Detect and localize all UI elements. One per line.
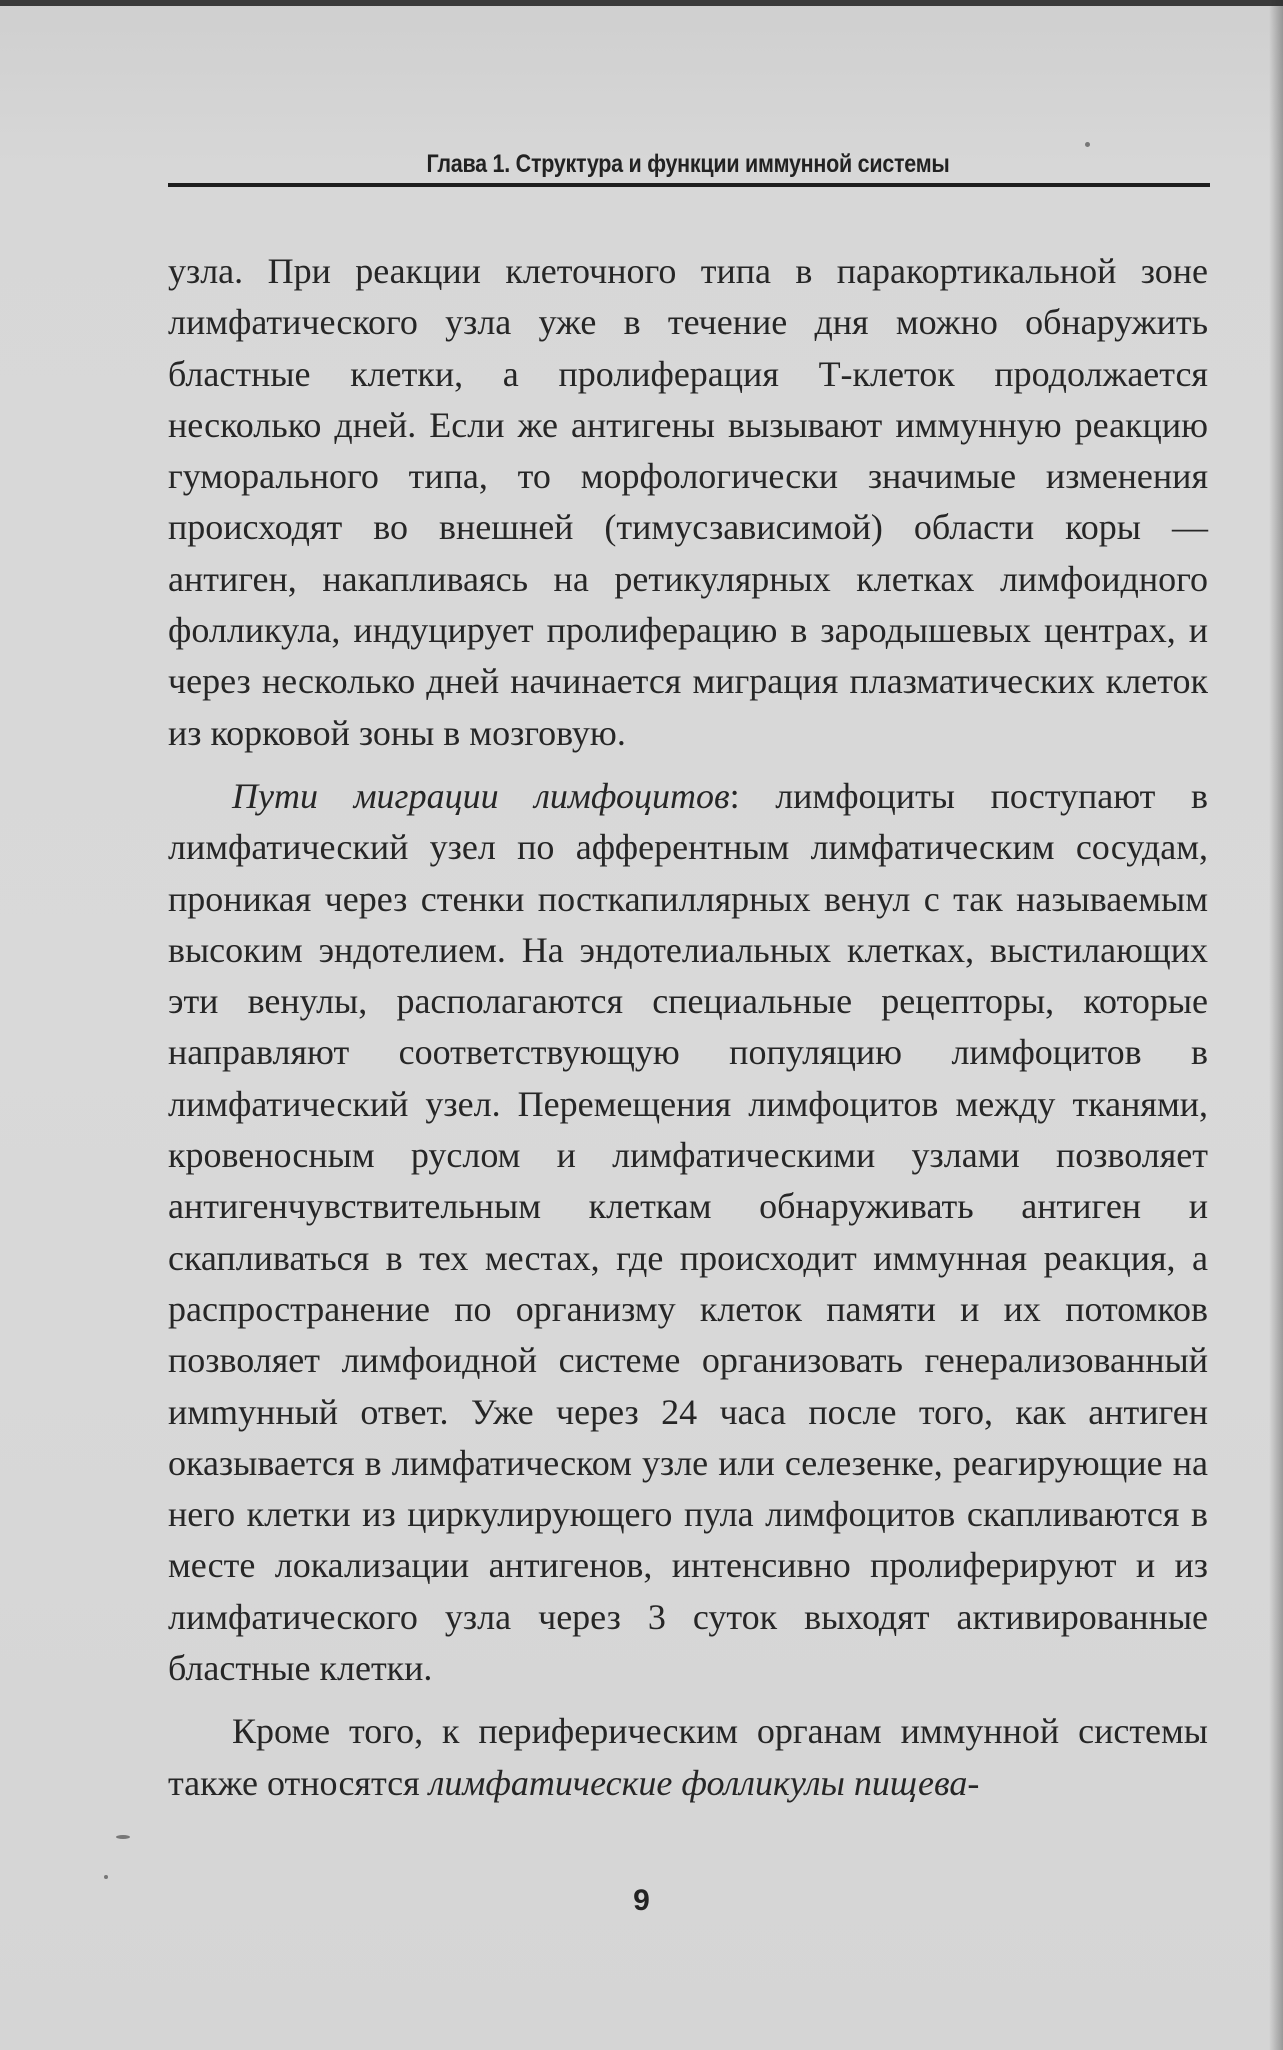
page-spine-shadow xyxy=(1269,0,1283,2050)
page-number: 9 xyxy=(633,1884,650,1917)
paragraph-3-text: Кроме того, к периферическим органам иммунной системы также относятся xyxy=(168,1711,1208,1803)
paper-speck xyxy=(1085,142,1090,147)
paragraph-2-text: : лимфоциты поступают в лимфатический узел по афферентным лимфатическим сосудам, проникая через стенки посткапиллярных венул с так называемым высоким эндотелием. На эндотелиальных клетках, выстилающих эти венулы, располагаются специальные рецепторы, которые направляют соответствующую популяцию лимфоцитов в лимфатический узел. Перемещения лимфоцитов между тканями, кровеносным руслом и лимфатическими узлами позволяет антигенчувствительным клеткам обнаруживать антиген и скапливаться в тех местах, где происходит иммунная реакция, а распространение по организму клеток памяти и их потомков позволяет лимфоидной системе организовать генерализованный имmунный ответ. Уже через 24 часа после того, как антиген оказывается в лимфатическом узле или селезенке, реагирующие на него клетки из циркулирующего пула лимфоцитов скапливаются в месте локализации антигенов, интенсивно пролиферируют и из лимфатического узла через 3 суток выходят активированные бластные клетки. xyxy=(168,775,1208,1689)
paper-speck xyxy=(104,1875,108,1879)
paragraph-3 xyxy=(168,1706,1208,1809)
page-top-edge xyxy=(0,0,1283,6)
paragraph-3-italic-tail: лимфатические фолликулы пищева- xyxy=(428,1762,980,1803)
paragraph-1 xyxy=(168,246,1208,759)
paragraph-2 xyxy=(168,771,1208,1694)
paragraph-1-text: узла. При реакции клеточного типа в паракортикальной зоне лимфатического узла уже в течение дня можно обнаружить бластные клетки, а пролиферация Т-клеток продолжается несколько дней. Если же антигены вызывают иммунную реакцию гуморального типа, то морфологически значимые изменения происходят во внешней (тимусзависимой) области коры — антиген, накапливаясь на ретикулярных клетках лимфоидного фолликула, индуцирует пролиферацию в зародышевых центрах, и через несколько дней начинается миграция плазматических клеток из корковой зоны в мозговую. xyxy=(168,251,1208,753)
running-head: Глава 1. Структура и функции иммунной системы xyxy=(426,150,950,178)
paragraph-2-italic-lead: Пути миграции лимфоцитов xyxy=(232,775,730,816)
running-head-rule xyxy=(168,183,1210,187)
paper-speck xyxy=(116,1835,130,1839)
body-text xyxy=(168,246,1208,1809)
